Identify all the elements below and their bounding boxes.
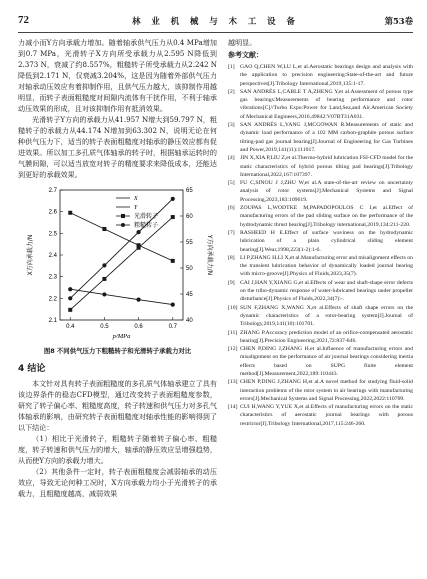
legend-label-rough: 粗糙转子 [134, 222, 159, 229]
reference-number: [12] [228, 346, 238, 353]
data-point-square [68, 308, 72, 312]
reference-item [228, 229, 413, 254]
data-point-square [171, 215, 175, 219]
data-point-square [171, 259, 175, 263]
reference-text: LI P,ZHANG H,LI X,et al.Manufacturing error and misalignment effects on the transient lubrication behavior of dynamically loaded journal bearing with micro-groove[J].Physics of Fluids,2023,35(7). [240, 254, 413, 278]
reference-text: CHEN P,DING J,ZHANG H.et al.Influence of manufacturing errors and misalignment on the performance of air journal bearings considering inertia effects based on SUPG finite element method[J].Measurement,2022,189:110443. [240, 346, 413, 377]
data-point-square [102, 277, 106, 281]
reference-number: [14] [228, 404, 238, 411]
reference-item [228, 154, 413, 179]
plot-frame [60, 190, 183, 320]
reference-number: [6] [228, 205, 235, 212]
reference-text: CAI J,HAN Y,XIANG G,et al.Effects of wear and shaft-shape error defects on the tribo-dynamic response of water-lubricated bearings under propeller disturbance[J].Physics of Fluids,2022,34(7):-. [240, 279, 413, 303]
reference-item [228, 329, 413, 346]
reference-item [228, 279, 413, 304]
reference-text: SUN F,ZHANG X,WANG X,et al.Effects of shaft shape errors on the dynamic characteristics of a rotor-bearing system[J].Journal of Tribology,2019,141(10):101701. [240, 304, 413, 328]
y-left-tick-label: 2.6 [48, 209, 57, 216]
reference-text: ZOUPAS L,WODTKE M,PAPADOPOULOS C I,et al.Effect of manufacturing errors of the pad sliding surface on the performance of the hydrodynamic thrust bearing[J].Tribology international,2019,134:211-220. [240, 205, 413, 228]
reference-text: ZHANG P.Accuracy prediction model of an orifice-compensated aerostatic bearing[J].Precision Engineering,2021,72:837-846. [240, 329, 413, 344]
reference-item [228, 179, 413, 204]
data-point-square [68, 211, 72, 215]
data-point-square [102, 227, 106, 231]
data-point-circle [68, 296, 72, 300]
reference-item [228, 63, 413, 88]
reference-item [228, 403, 413, 428]
reference-number: [10] [228, 304, 238, 311]
running-header [18, 14, 413, 33]
data-point-circle [171, 197, 175, 201]
right-column [228, 37, 413, 428]
legend-label-x: X [134, 196, 138, 202]
reference-number: [1] [228, 64, 235, 70]
paragraph-y-load: 光滑转子Y方向的承载力从41.957 N增大到59.797 N，粗糙转子的承载力从44.174 N增加到63.302 N，说明无论在何种供气压力下，适当的转子表面粗糙度对轴承的静压效应都有促进效果。所以加工多孔质气体轴承的转子时，根据轴承运转时的气膜间隙，可以适当放宽对转子的精度要求来降低成本，还能达到更好的承载效果。 [18, 115, 217, 179]
data-point-square [137, 246, 141, 250]
reference-text: RASHEED H E.Effect of surface waviness on the hydrodynamic lubrication of a plain cylindrical sliding element bearing[J].Wear,1998,223(1-2):1-6. [240, 229, 413, 253]
reference-text: FU C,SINOU J J,ZHU W,et al.A state-of-the-art review on uncertainty analysis of rotor systems[J].Mechanical Systems and Signal Processing,2023,183:109619. [240, 180, 413, 203]
series-line [70, 289, 173, 304]
y-right-axis-label: Y方向承载力/N [206, 234, 213, 276]
reference-item [228, 378, 413, 403]
reference-text: CUI H,WANG Y,YUE X,et al.Effects of manufacturing errors on the static characteristics of aerostatic journal bearings with porous restrictor[J].Tribology International,2017,115:246-260. [240, 404, 413, 427]
reference-number: [11] [228, 329, 238, 336]
y-right-tick-label: 60 [186, 214, 193, 220]
reference-text: JIN X,XIA P,LIU Z,et al.Thermo-hybrid lubrication FSI-CFD model for the static characteristics of hybrid porous tilting pad bearings[J].Tribology International,2022,167:107397. [240, 155, 413, 178]
x-tick-label: 0.5 [100, 324, 109, 330]
data-point-circle [102, 292, 106, 296]
data-point-circle [102, 263, 106, 267]
reference-number: [13] [228, 379, 238, 386]
data-point-circle [136, 230, 140, 234]
reference-number: [4] [228, 155, 235, 162]
reference-number: [5] [228, 180, 235, 187]
y-right-tick-label: 40 [186, 318, 193, 324]
reference-number: [8] [228, 254, 235, 261]
y-right-tick-label: 55 [186, 240, 193, 246]
figure-caption: 图8 不同供气压力下粗糙转子和光滑转子承载力对比 [43, 347, 192, 355]
reference-item [228, 121, 413, 154]
y-right-tick-label: 65 [186, 188, 193, 194]
page-number: 72 [18, 14, 29, 26]
legend-label-smooth: 光滑转子 [134, 213, 159, 220]
reference-number: [3] [228, 122, 235, 129]
series-line [70, 217, 173, 310]
y-left-tick-label: 2.7 [48, 188, 57, 194]
legend-label-y: Y [134, 205, 138, 211]
data-point-circle [171, 303, 175, 307]
reference-item [228, 254, 413, 279]
data-point-circle [68, 287, 72, 291]
y-left-axis-label: X方向承载力/N [27, 234, 34, 276]
load-capacity-chart [18, 184, 217, 344]
reference-item [228, 204, 413, 229]
reference-list [228, 63, 413, 428]
x-tick-label: 0.7 [168, 324, 177, 330]
y-left-tick-label: 2.2 [48, 296, 57, 303]
journal-title: 林 业 机 械 与 木 工 设 备 [132, 16, 299, 26]
reference-item [228, 304, 413, 329]
reference-text: CHEN P,DING J,ZHANG H,et al.A novel method for studying fluid-solid interaction problems of the rotor system in air bearings with manufacturing errors[J].Mechanical Systems and Signal Processing,2022,2022:110709. [240, 379, 413, 402]
figure-8 [18, 184, 217, 344]
reference-item [228, 345, 413, 378]
x-tick-label: 0.4 [66, 324, 75, 330]
x-axis-label: p/MPa [112, 333, 131, 340]
section-title: 4 结论 [18, 364, 46, 374]
reference-item [228, 88, 413, 121]
paragraph-conclusion-intro: 本文针对具有转子表面粗糙度的多孔质气体轴承建立了具有该边界条件的稳态CFD模型，通过改变转子表面粗糙度参数，研究了转子偏心率、粗糙度高度，转子转速和供气压力对多孔气体轴承的影响，由研究转子表面粗糙度对轴承性能的影响得到了以下结论： [18, 379, 217, 432]
reference-text: SAN ANDRÉS L,CABLE T A,ZHENG Y,et al.Assessment of porous type gas bearings:Measurements of bearing performance and rotor vibrations[C]//Turbo Expo:Power for Land,Sea,and Air.American Society of Mechanical Engineers,2016,49842:V07BT31A031. [240, 88, 413, 120]
reference-text: GAO Q,CHEN W,LU L,et al.Aerostatic bearings design and analysis with the application to precision engineering:State-of-the-art and future perspectives[J].Tribology International,2019,135:1-17. [240, 64, 413, 87]
y-left-tick-label: 2.1 [48, 318, 57, 324]
y-left-tick-label: 2.3 [48, 274, 57, 281]
references-heading: 参考文献： [228, 51, 263, 59]
y-left-tick-label: 2.4 [48, 253, 57, 259]
reference-number: [2] [228, 88, 235, 95]
volume-label: 第53卷 [384, 16, 413, 26]
paragraph-conclusion-1: （1）相比于光滑转子，粗糙转子随着转子偏心率、粗糙度，转子转速和供气压力的增大，轴承的静压效应呈增强趋势，从而使Y方向的承载力增大。 [18, 434, 217, 465]
data-point-circle [136, 298, 140, 302]
paragraph-x-load: 力减小而Y方向承载力增加。随着轴承供气压力从0.4 MPa增加到0.7 MPa，光滑转子X方向所受承载力从2.595 N降低到2.373 N，衰减了约8.557%，粗糙转子所受承载力从2.242 N降低到2.171 N，仅衰减3.204%，这是因为随着外部供气压力对轴承动压效应有着抑制作用，且供气压力越大，该抑制作用越明显，而转子表面粗糙度对间隙内流体有干扰作用，不利于轴承动压效果的形成，且对该抑制作用有抵消效果。 [18, 38, 217, 113]
paragraph-continued: 越明显。 [228, 38, 257, 47]
y-right-tick-label: 50 [186, 266, 193, 272]
y-left-tick-label: 2.5 [48, 231, 57, 238]
reference-number: [7] [228, 229, 235, 236]
reference-number: [9] [228, 279, 235, 286]
paragraph-conclusion-2: （2）其他条件一定时，转子表面粗糙度会减弱轴承的动压效应，导致无论何种工况时，X方向承载力均小于光滑转子的承载力，且粗糙度越高，减弱效果 [18, 467, 217, 498]
x-tick-label: 0.6 [134, 324, 143, 330]
y-right-tick-label: 45 [186, 292, 193, 298]
left-column [18, 37, 217, 499]
reference-text: SAN ANDRÉS L,YANG J,MCGOWAN R.Measurements of static and dynamic load performance of a 102 MM carbon-graphite porous surface tilting-pad gas journal bearing[J].Journal of Engineering for Gas Turbines and Power,2019,141(11):111017. [240, 122, 413, 153]
